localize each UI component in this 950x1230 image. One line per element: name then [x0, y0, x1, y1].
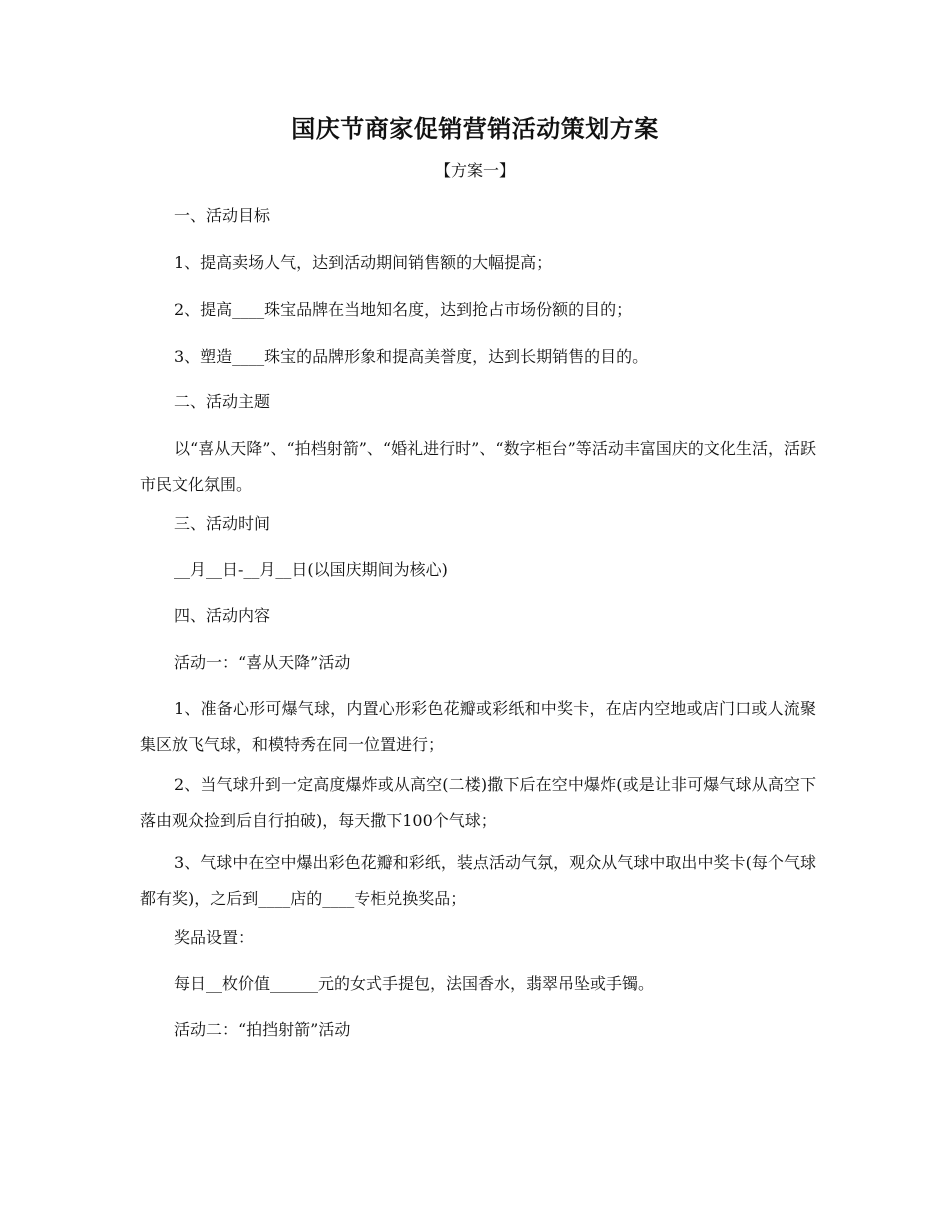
activity-two-heading: 活动二：“拍挡射箭”活动 — [174, 1020, 351, 1039]
paragraph-prizes: 每日__枚价值______元的女式手提包，法国香水，翡翠吊坠或手镯。 — [174, 974, 655, 993]
paragraph-activity-1-step-2: 2、当气球升到一定高度爆炸或从高空(二楼)撒下后在空中爆炸(或是让非可爆气球从高空下落由观众捡到后自行拍破)，每天撒下100个气球； — [140, 775, 816, 830]
section-heading-content: 四、活动内容 — [174, 606, 271, 625]
activity-one-heading: 活动一：“喜从天降”活动 — [174, 653, 351, 672]
paragraph-theme: 以“喜从天降”、“拍档射箭”、“婚礼进行时”、“数字柜台”等活动丰富国庆的文化生活，活跃市民文化氛围。 — [140, 439, 816, 494]
prize-heading: 奖品设置： — [174, 928, 255, 947]
paragraph-time: __月__日-__月__日(以国庆期间为核心) — [174, 560, 448, 579]
paragraph-goal-3: 3、塑造____珠宝的品牌形象和提高美誉度，达到长期销售的目的。 — [174, 347, 649, 366]
paragraph-activity-1-step-3: 3、气球中在空中爆出彩色花瓣和彩纸，装点活动气氛，观众从气球中取出中奖卡(每个气球都有奖)，之后到____店的____专柜兑换奖品； — [140, 853, 816, 908]
document-subtitle: 【方案一】 — [434, 161, 515, 180]
paragraph-goal-2: 2、提高____珠宝品牌在当地知名度，达到抢占市场份额的目的； — [174, 300, 633, 319]
paragraph-activity-1-step-1: 1、准备心形可爆气球，内置心形彩色花瓣或彩纸和中奖卡，在店内空地或店门口或人流聚集区放飞气球，和模特秀在同一位置进行； — [140, 699, 816, 754]
section-heading-theme: 二、活动主题 — [174, 392, 271, 411]
paragraph-goal-1: 1、提高卖场人气，达到活动期间销售额的大幅提高； — [174, 253, 553, 272]
section-heading-goals: 一、活动目标 — [174, 206, 271, 225]
section-heading-time: 三、活动时间 — [174, 514, 271, 533]
document-title: 国庆节商家促销营销活动策划方案 — [291, 114, 659, 143]
